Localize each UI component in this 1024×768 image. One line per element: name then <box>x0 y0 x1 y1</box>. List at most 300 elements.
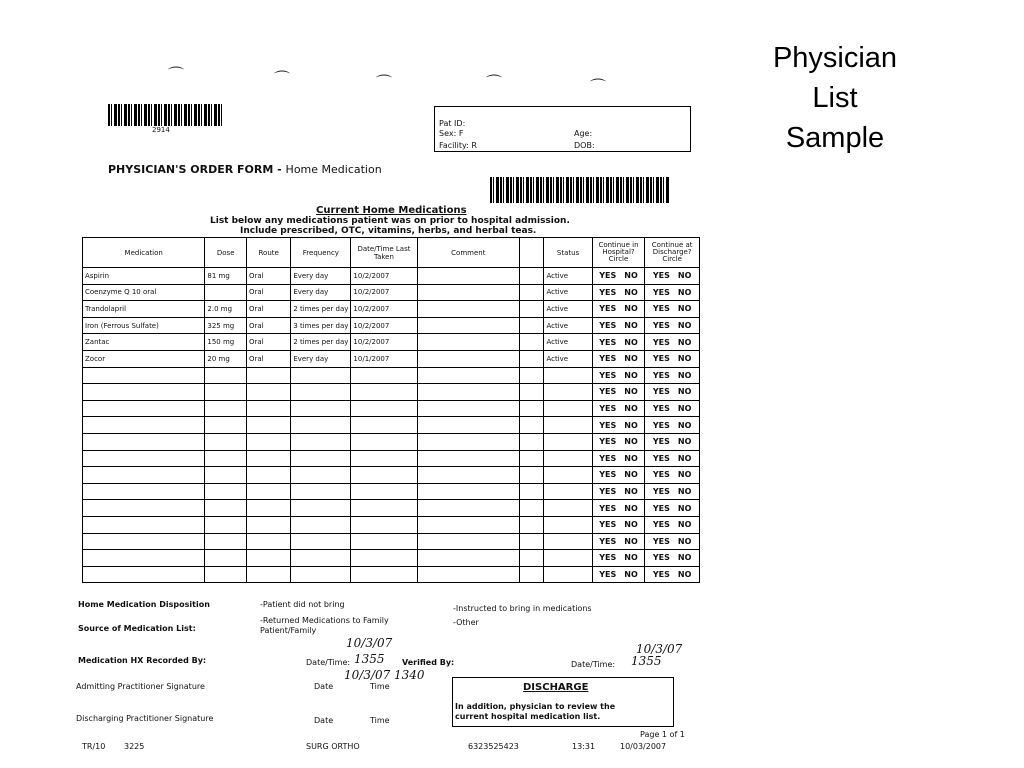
cell-route <box>247 450 291 467</box>
col-route: Route <box>247 238 291 268</box>
cell-med: Iron (Ferrous Sulfate) <box>83 317 205 334</box>
cell-blank <box>520 350 544 367</box>
no-option[interactable]: NO <box>624 387 638 397</box>
cell-date <box>351 550 417 567</box>
footer-right-b: 13:31 <box>572 742 596 751</box>
cell-status <box>544 400 592 417</box>
admitting-signature-label: Admitting Practitioner Signature <box>76 682 205 691</box>
continue-hospital-choice[interactable] <box>592 433 645 450</box>
cell-blank <box>520 450 544 467</box>
cell-med <box>83 533 205 550</box>
cell-date <box>351 433 417 450</box>
col-dose: Dose <box>205 238 247 268</box>
yes-option[interactable]: YES <box>652 387 670 397</box>
cell-freq: Every day <box>291 350 351 367</box>
cell-dose: 20 mg <box>205 350 247 367</box>
yes-option[interactable]: YES <box>599 437 617 447</box>
cell-route: Oral <box>247 350 291 367</box>
cell-dose <box>205 450 247 467</box>
continue-hospital-choice[interactable] <box>592 400 645 417</box>
cell-route: Oral <box>247 317 291 334</box>
no-option[interactable]: NO <box>677 337 692 347</box>
no-option[interactable]: NO <box>624 271 638 281</box>
cell-route <box>247 384 291 401</box>
col-continue-discharge: Continue at Discharge? Circle <box>645 238 700 268</box>
cell-med <box>83 367 205 384</box>
cell-freq <box>291 367 351 384</box>
cell-date <box>351 417 417 434</box>
continue-hospital-choice[interactable] <box>592 334 645 351</box>
continue-hospital-choice[interactable] <box>592 483 645 500</box>
cell-blank <box>520 433 544 450</box>
cell-status <box>544 467 592 484</box>
cell-comment <box>417 400 520 417</box>
cell-dose <box>205 433 247 450</box>
yes-option[interactable]: YES <box>599 503 617 513</box>
continue-hospital-choice[interactable] <box>592 317 645 334</box>
cell-route <box>247 400 291 417</box>
no-option[interactable]: NO <box>677 553 692 563</box>
cell-date <box>351 533 417 550</box>
cell-freq <box>291 500 351 517</box>
cell-blank <box>520 550 544 567</box>
yes-option[interactable]: YES <box>652 569 670 579</box>
scan-mark: ⌒ <box>168 65 185 84</box>
table-row <box>83 483 700 500</box>
date-label-2: Date <box>314 716 334 725</box>
cell-comment <box>417 334 520 351</box>
discharge-text-1: In addition, physician to review the <box>455 702 616 711</box>
cell-status <box>544 550 592 567</box>
scan-mark: ⌒ <box>486 73 503 92</box>
cell-date <box>351 566 417 583</box>
cell-route: Oral <box>247 284 291 301</box>
table-row <box>83 433 700 450</box>
cell-status <box>544 500 592 517</box>
yes-option[interactable]: YES <box>652 553 670 563</box>
no-option[interactable]: NO <box>624 304 638 314</box>
no-option[interactable]: NO <box>624 321 638 331</box>
table-row <box>83 400 700 417</box>
scan-mark: ⌒ <box>274 69 291 88</box>
yes-option[interactable]: YES <box>599 453 617 463</box>
cell-status <box>544 417 592 434</box>
handwritten-date-1: 10/3/07 <box>346 636 393 650</box>
continue-hospital-choice[interactable] <box>592 384 645 401</box>
continue-discharge-choice[interactable] <box>645 417 700 434</box>
handwritten-time-1: 1355 <box>354 652 385 666</box>
cell-date <box>351 516 417 533</box>
no-option[interactable]: NO <box>624 370 638 380</box>
disposition-option-4: -Other <box>453 618 479 627</box>
no-option[interactable]: NO <box>677 271 692 281</box>
yes-option[interactable]: YES <box>599 520 617 530</box>
cell-date <box>351 450 417 467</box>
cell-status <box>544 533 592 550</box>
continue-hospital-choice[interactable] <box>592 367 645 384</box>
cell-status <box>544 483 592 500</box>
cell-route <box>247 417 291 434</box>
continue-hospital-choice[interactable] <box>592 500 645 517</box>
cell-comment <box>417 268 520 285</box>
disposition-option-1: -Patient did not bring <box>260 600 345 609</box>
cell-comment <box>417 350 520 367</box>
yes-option[interactable]: YES <box>652 420 670 430</box>
cell-med <box>83 417 205 434</box>
no-option[interactable]: NO <box>677 420 692 430</box>
no-option[interactable]: NO <box>677 437 692 447</box>
form-title-suffix: Home Medication <box>285 163 382 176</box>
continue-discharge-choice[interactable] <box>645 566 700 583</box>
no-option[interactable]: NO <box>624 470 638 480</box>
no-option[interactable]: NO <box>677 503 692 513</box>
continue-discharge-choice[interactable] <box>645 268 700 285</box>
no-option[interactable]: NO <box>677 370 692 380</box>
cell-status <box>544 516 592 533</box>
cell-blank <box>520 566 544 583</box>
yes-option[interactable]: YES <box>599 420 617 430</box>
cell-dose: 150 mg <box>205 334 247 351</box>
no-option[interactable]: NO <box>677 536 692 546</box>
table-row <box>83 317 700 334</box>
continue-discharge-choice[interactable] <box>645 400 700 417</box>
continue-hospital-choice[interactable] <box>592 566 645 583</box>
facility: Facility: R <box>439 141 477 150</box>
handwritten-time-2: 1340 <box>394 668 425 682</box>
cell-route <box>247 500 291 517</box>
slide-title <box>740 38 930 158</box>
cell-freq <box>291 516 351 533</box>
cell-blank <box>520 533 544 550</box>
cell-status: Active <box>544 317 592 334</box>
disposition-option-3: -Instructed to bring in medications <box>453 604 592 613</box>
no-option[interactable]: NO <box>677 321 692 331</box>
col-medication: Medication <box>83 238 205 268</box>
continue-discharge-choice[interactable] <box>645 433 700 450</box>
cell-comment <box>417 566 520 583</box>
cell-blank <box>520 384 544 401</box>
time-label-1: Time <box>370 682 390 691</box>
table-row <box>83 550 700 567</box>
cell-status: Active <box>544 268 592 285</box>
col-frequency: Frequency <box>291 238 351 268</box>
handwritten-date-3: 10/3/07 <box>636 642 683 656</box>
yes-option[interactable]: YES <box>599 553 617 563</box>
no-option[interactable]: NO <box>677 387 692 397</box>
cell-med: Trandolapril <box>83 301 205 318</box>
yes-option[interactable]: YES <box>652 404 670 414</box>
yes-option[interactable]: YES <box>652 304 670 314</box>
continue-hospital-choice[interactable] <box>592 550 645 567</box>
no-option[interactable]: NO <box>624 404 638 414</box>
no-option[interactable]: NO <box>677 453 692 463</box>
col-date-time: Date/Time Last Taken <box>351 238 417 268</box>
discharging-signature-label: Discharging Practitioner Signature <box>76 714 214 723</box>
table-row <box>83 334 700 351</box>
continue-discharge-choice[interactable] <box>645 334 700 351</box>
cell-freq <box>291 550 351 567</box>
form-title <box>108 163 382 176</box>
cell-dose: 325 mg <box>205 317 247 334</box>
cell-freq <box>291 417 351 434</box>
cell-med <box>83 450 205 467</box>
cell-med <box>83 483 205 500</box>
cell-freq <box>291 533 351 550</box>
current-home-medications-heading: Current Home Medications <box>316 205 467 216</box>
slide-title-line-1: Physician <box>772 42 898 74</box>
form-title-main: PHYSICIAN'S ORDER FORM - <box>108 163 282 176</box>
discharge-box <box>452 677 674 727</box>
yes-option[interactable]: YES <box>652 321 670 331</box>
yes-option[interactable]: YES <box>599 271 617 281</box>
cell-med <box>83 384 205 401</box>
cell-blank <box>520 367 544 384</box>
cell-date: 10/2/2007 <box>351 268 417 285</box>
medication-table <box>82 237 700 583</box>
cell-freq <box>291 384 351 401</box>
cell-dose <box>205 467 247 484</box>
no-option[interactable]: NO <box>624 520 638 530</box>
cell-dose <box>205 483 247 500</box>
continue-discharge-choice[interactable] <box>645 367 700 384</box>
cell-route <box>247 367 291 384</box>
no-option[interactable]: NO <box>624 487 638 497</box>
cell-freq <box>291 483 351 500</box>
no-option[interactable]: NO <box>624 553 638 563</box>
cell-date <box>351 467 417 484</box>
cell-freq: Every day <box>291 268 351 285</box>
cell-comment <box>417 467 520 484</box>
no-option[interactable]: NO <box>624 569 638 579</box>
cell-route <box>247 533 291 550</box>
cell-med: Zantac <box>83 334 205 351</box>
cell-comment <box>417 433 520 450</box>
cell-date: 10/2/2007 <box>351 301 417 318</box>
footer-right-a: 6323525423 <box>468 742 519 751</box>
cell-freq <box>291 450 351 467</box>
instruction-line-1: List below any medications patient was on prior to hospital admission. <box>210 216 570 226</box>
cell-freq: Every day <box>291 284 351 301</box>
cell-blank <box>520 516 544 533</box>
cell-comment <box>417 533 520 550</box>
cell-date: 10/2/2007 <box>351 317 417 334</box>
no-option[interactable]: NO <box>624 503 638 513</box>
patient-info-box <box>434 106 691 152</box>
cell-route <box>247 483 291 500</box>
cell-route: Oral <box>247 268 291 285</box>
continue-discharge-choice[interactable] <box>645 483 700 500</box>
cell-med: Coenzyme Q 10 oral <box>83 284 205 301</box>
table-row <box>83 350 700 367</box>
yes-option[interactable]: YES <box>599 321 617 331</box>
continue-hospital-choice[interactable] <box>592 450 645 467</box>
yes-option[interactable]: YES <box>599 370 617 380</box>
cell-freq <box>291 566 351 583</box>
pat-id: Pat ID: <box>439 119 466 128</box>
yes-option[interactable]: YES <box>652 354 670 364</box>
cell-dose <box>205 533 247 550</box>
yes-option[interactable]: YES <box>599 470 617 480</box>
footer-left-2: 3225 <box>124 742 145 751</box>
table-row <box>83 467 700 484</box>
table-row <box>83 301 700 318</box>
yes-option[interactable]: YES <box>652 453 670 463</box>
continue-discharge-choice[interactable] <box>645 384 700 401</box>
age: Age: <box>574 129 593 138</box>
continue-discharge-choice[interactable] <box>645 301 700 318</box>
cell-blank <box>520 317 544 334</box>
continue-discharge-choice[interactable] <box>645 450 700 467</box>
yes-option[interactable]: YES <box>652 287 670 297</box>
cell-med <box>83 467 205 484</box>
col-status: Status <box>544 238 592 268</box>
continue-discharge-choice[interactable] <box>645 533 700 550</box>
table-row <box>83 367 700 384</box>
yes-option[interactable]: YES <box>599 569 617 579</box>
handwritten-time-3: 1355 <box>631 654 662 668</box>
no-option[interactable]: NO <box>677 520 692 530</box>
cell-blank <box>520 268 544 285</box>
cell-dose <box>205 516 247 533</box>
no-option[interactable]: NO <box>677 304 692 314</box>
continue-discharge-choice[interactable] <box>645 317 700 334</box>
date-label-1: Date <box>314 682 334 691</box>
cell-route <box>247 566 291 583</box>
no-option[interactable]: NO <box>624 420 638 430</box>
continue-hospital-choice[interactable] <box>592 350 645 367</box>
cell-dose <box>205 500 247 517</box>
continue-hospital-choice[interactable] <box>592 268 645 285</box>
continue-discharge-choice[interactable] <box>645 550 700 567</box>
cell-status <box>544 433 592 450</box>
yes-option[interactable]: YES <box>599 337 617 347</box>
cell-route <box>247 467 291 484</box>
no-option[interactable]: NO <box>677 354 692 364</box>
continue-hospital-choice[interactable] <box>592 417 645 434</box>
no-option[interactable]: NO <box>624 337 638 347</box>
cell-dose <box>205 367 247 384</box>
cell-med: Aspirin <box>83 268 205 285</box>
continue-hospital-choice[interactable] <box>592 301 645 318</box>
no-option[interactable]: NO <box>624 287 638 297</box>
cell-med <box>83 516 205 533</box>
no-option[interactable]: NO <box>624 453 638 463</box>
yes-option[interactable]: YES <box>652 470 670 480</box>
no-option[interactable]: NO <box>624 536 638 546</box>
continue-discharge-choice[interactable] <box>645 467 700 484</box>
yes-option[interactable]: YES <box>599 354 617 364</box>
cell-comment <box>417 516 520 533</box>
continue-discharge-choice[interactable] <box>645 284 700 301</box>
yes-option[interactable]: YES <box>599 536 617 546</box>
sex: Sex: F <box>439 129 464 138</box>
cell-status: Active <box>544 301 592 318</box>
footer-right-c: 10/03/2007 <box>620 742 667 751</box>
yes-option[interactable]: YES <box>599 304 617 314</box>
cell-date: 10/2/2007 <box>351 284 417 301</box>
yes-option[interactable]: YES <box>652 520 670 530</box>
cell-status: Active <box>544 284 592 301</box>
cell-dose <box>205 384 247 401</box>
cell-status: Active <box>544 334 592 351</box>
slide-title-line-2: List <box>812 82 858 114</box>
no-option[interactable]: NO <box>624 437 638 447</box>
cell-dose <box>205 400 247 417</box>
page-number: Page 1 of 1 <box>640 730 685 739</box>
cell-comment <box>417 500 520 517</box>
yes-option[interactable]: YES <box>599 287 617 297</box>
cell-blank <box>520 467 544 484</box>
date-time-label-1: Date/Time: <box>306 658 351 667</box>
no-option[interactable]: NO <box>677 569 692 579</box>
scanned-order-form <box>60 60 700 768</box>
cell-comment <box>417 367 520 384</box>
cell-freq <box>291 400 351 417</box>
table-row <box>83 533 700 550</box>
table-header-row <box>83 238 700 268</box>
date-time-label-2: Date/Time: <box>571 660 616 669</box>
cell-status <box>544 566 592 583</box>
yes-option[interactable]: YES <box>652 487 670 497</box>
cell-comment <box>417 483 520 500</box>
no-option[interactable]: NO <box>677 487 692 497</box>
table-row <box>83 284 700 301</box>
no-option[interactable]: NO <box>677 404 692 414</box>
cell-freq: 2 times per day <box>291 334 351 351</box>
yes-option[interactable]: YES <box>652 437 670 447</box>
continue-discharge-choice[interactable] <box>645 516 700 533</box>
table-row <box>83 417 700 434</box>
yes-option[interactable]: YES <box>599 487 617 497</box>
continue-discharge-choice[interactable] <box>645 350 700 367</box>
footer-mid: SURG ORTHO <box>306 742 360 751</box>
yes-option[interactable]: YES <box>599 404 617 414</box>
yes-option[interactable]: YES <box>652 370 670 380</box>
cell-status: Active <box>544 350 592 367</box>
continue-discharge-choice[interactable] <box>645 500 700 517</box>
yes-option[interactable]: YES <box>652 337 670 347</box>
cell-med <box>83 566 205 583</box>
cell-blank <box>520 400 544 417</box>
yes-option[interactable]: YES <box>652 503 670 513</box>
no-option[interactable]: NO <box>677 470 692 480</box>
cell-comment <box>417 301 520 318</box>
disposition-heading: Home Medication Disposition <box>78 600 210 609</box>
no-option[interactable]: NO <box>624 354 638 364</box>
handwritten-date-2: 10/3/07 <box>344 668 391 682</box>
continue-hospital-choice[interactable] <box>592 533 645 550</box>
cell-med: Zocor <box>83 350 205 367</box>
cell-date <box>351 400 417 417</box>
col-blank <box>520 238 544 268</box>
continue-hospital-choice[interactable] <box>592 284 645 301</box>
no-option[interactable]: NO <box>677 287 692 297</box>
cell-blank <box>520 284 544 301</box>
footer-left: TR/10 <box>82 742 106 751</box>
continue-hospital-choice[interactable] <box>592 467 645 484</box>
slide-title-line-3: Sample <box>785 122 885 154</box>
cell-comment <box>417 384 520 401</box>
cell-med <box>83 433 205 450</box>
barcode-right <box>490 177 670 203</box>
cell-freq <box>291 467 351 484</box>
instruction-line-2: Include prescribed, OTC, vitamins, herbs, and herbal teas. <box>240 226 537 236</box>
continue-hospital-choice[interactable] <box>592 516 645 533</box>
cell-freq: 3 times per day <box>291 317 351 334</box>
yes-option[interactable]: YES <box>652 271 670 281</box>
yes-option[interactable]: YES <box>652 536 670 546</box>
yes-option[interactable]: YES <box>599 387 617 397</box>
